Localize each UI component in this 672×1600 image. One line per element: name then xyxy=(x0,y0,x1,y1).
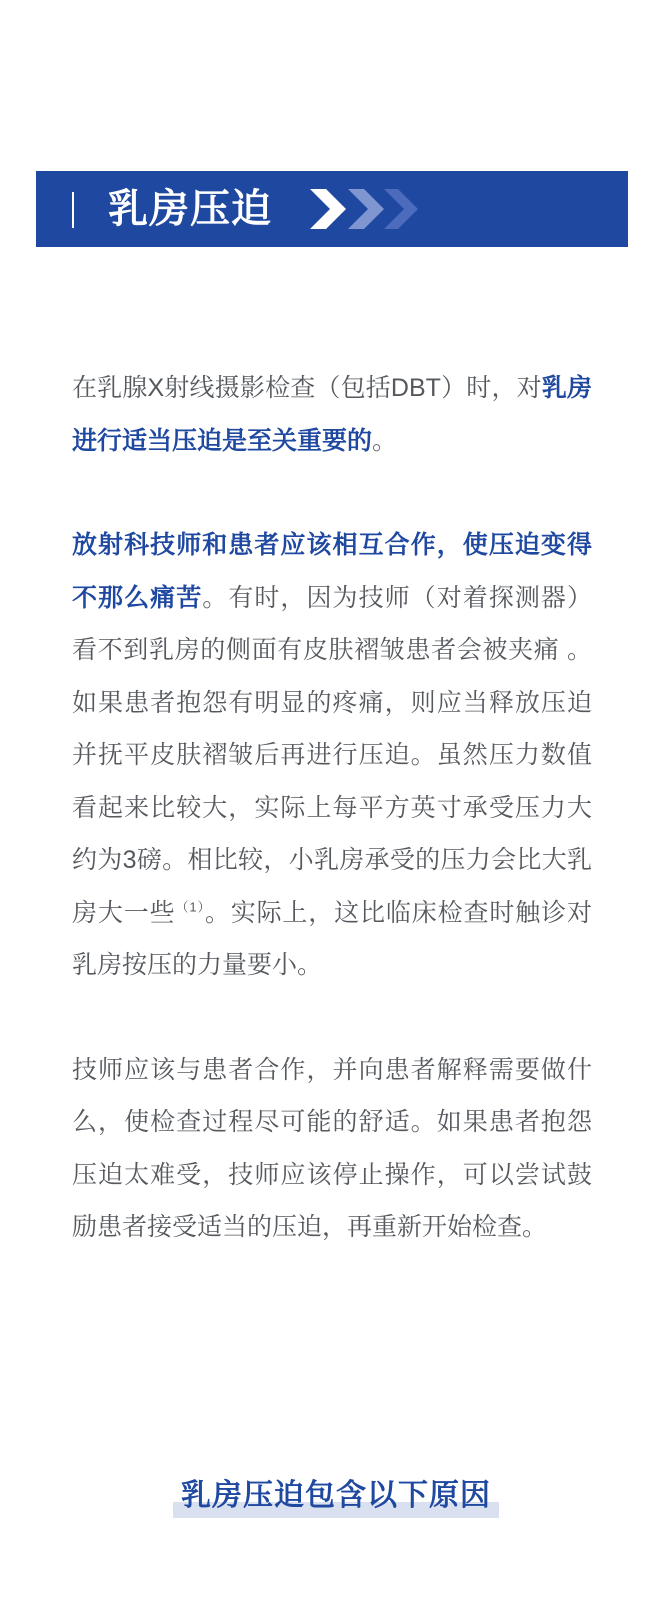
chevron-2 xyxy=(348,189,384,229)
paragraph-2-highlight: 放射科技师和患者应该相互合作，使压迫变得不那么痛苦 xyxy=(72,531,592,612)
section-title: 乳房压迫 xyxy=(108,187,272,231)
chevron-1 xyxy=(310,189,346,229)
chevron-right-icon xyxy=(304,185,420,233)
section-header xyxy=(36,171,628,247)
chevron-3 xyxy=(384,189,418,229)
paragraph-3 xyxy=(72,1044,592,1254)
paragraph-1-highlight: 乳房进行适当压迫是至关重要的 xyxy=(72,374,592,455)
footer xyxy=(0,1474,672,1518)
footer-title: 乳房压迫包含以下原因 xyxy=(173,1474,499,1518)
article-body xyxy=(72,362,592,1306)
paragraph-1-end: 。 xyxy=(372,426,398,455)
paragraph-1-text: 在乳腺X射线摄影检查（包括DBT）时，对 xyxy=(72,374,542,402)
paragraph-2-text-end: 。实际上，这比临床检查时触诊对乳房按压的力量要小。 xyxy=(72,898,592,979)
paragraph-3-text: 技师应该与患者合作，并向患者解释需要做什么，使检查过程尽可能的舒适。如果患者抱怨压迫太难受，技师应该停止操作，可以尝试鼓励患者接受适当的压迫，再重新开始检查。 xyxy=(72,1055,592,1241)
paragraph-1 xyxy=(72,362,592,467)
reference-marker: （1） xyxy=(175,899,205,915)
header-divider xyxy=(72,192,74,228)
paragraph-2 xyxy=(72,519,592,992)
paragraph-2-text: 。有时，因为技师（对着探测器）看不到乳房的侧面有皮肤褶皱患者会被夹痛 。如果患者抱怨有明显的疼痛，则应当释放压迫并抚平皮肤褶皱后再进行压迫。虽然压力数值看起来比较大，实际上每平方英寸承受压力大约为3磅。相比较，小乳房承受的压力会比大乳房大一些 xyxy=(72,583,592,927)
